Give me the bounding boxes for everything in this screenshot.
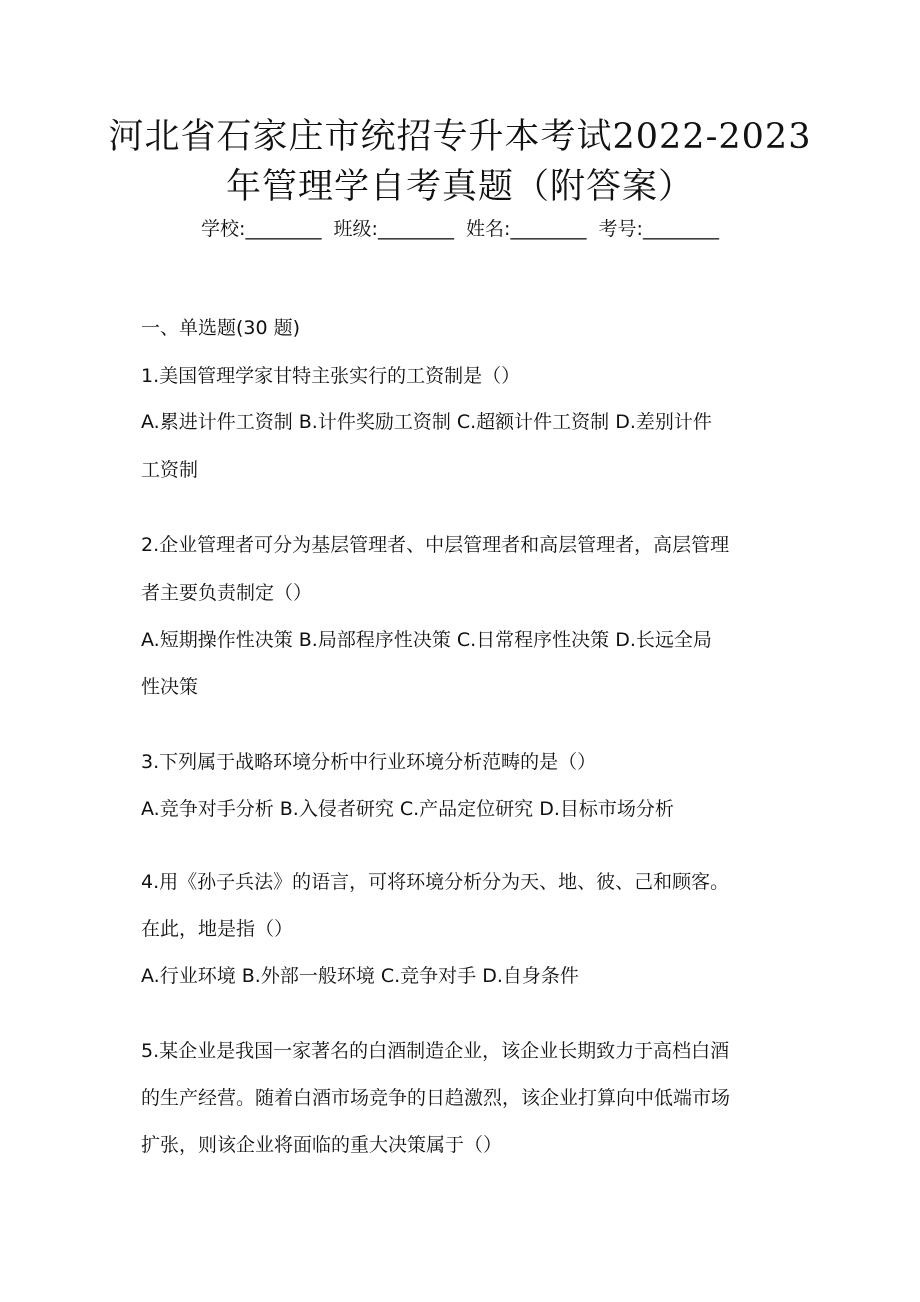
school-field: 学校:________ bbox=[201, 218, 322, 240]
document-title-line-2: 年管理学自考真题（附答案） bbox=[225, 167, 694, 207]
question-2-options-cont: 性决策 bbox=[141, 676, 199, 698]
question-1-stem: 1.美国管理学家甘特主张实行的工资制是（） bbox=[141, 365, 521, 387]
question-1-options: A.累进计件工资制 B.计件奖励工资制 C.超额计件工资制 D.差别计件 bbox=[141, 411, 712, 433]
question-4-stem: 4.用《孙子兵法》的语言，可将环境分析分为天、地、彼、己和顾客。 bbox=[141, 871, 730, 893]
question-5-stem-cont: 的生产经营。随着白酒市场竞争的日趋激烈，该企业打算向中低端市场 bbox=[141, 1087, 731, 1109]
question-4-options: A.行业环境 B.外部一般环境 C.竞争对手 D.自身条件 bbox=[141, 965, 579, 987]
question-2-options: A.短期操作性决策 B.局部程序性决策 C.日常程序性决策 D.长远全局 bbox=[141, 629, 712, 651]
question-3-options: A.竞争对手分析 B.入侵者研究 C.产品定位研究 D.目标市场分析 bbox=[141, 798, 674, 820]
question-5-stem: 5.某企业是我国一家著名的白酒制造企业，该企业长期致力于高档白酒 bbox=[141, 1040, 730, 1062]
number-field: 考号:________ bbox=[598, 218, 719, 240]
question-4-stem-cont: 在此，地是指（） bbox=[141, 918, 294, 940]
section-heading: 一、单选题(30 题) bbox=[141, 317, 301, 339]
question-5-stem-cont-2: 扩张，则该企业将面临的重大决策属于（） bbox=[141, 1134, 503, 1156]
question-3-stem: 3.下列属于战略环境分析中行业环境分析范畴的是（） bbox=[141, 751, 597, 773]
document-title-line-1: 河北省石家庄市统招专升本考试2022-2023 bbox=[108, 117, 812, 157]
question-2-stem-cont: 者主要负责制定（） bbox=[141, 582, 313, 604]
question-2-stem: 2.企业管理者可分为基层管理者、中层管理者和高层管理者，高层管理 bbox=[141, 534, 730, 556]
student-info-line bbox=[0, 214, 920, 244]
class-field: 班级:________ bbox=[333, 218, 454, 240]
question-1-options-cont: 工资制 bbox=[141, 459, 199, 481]
name-field: 姓名:________ bbox=[466, 218, 587, 240]
